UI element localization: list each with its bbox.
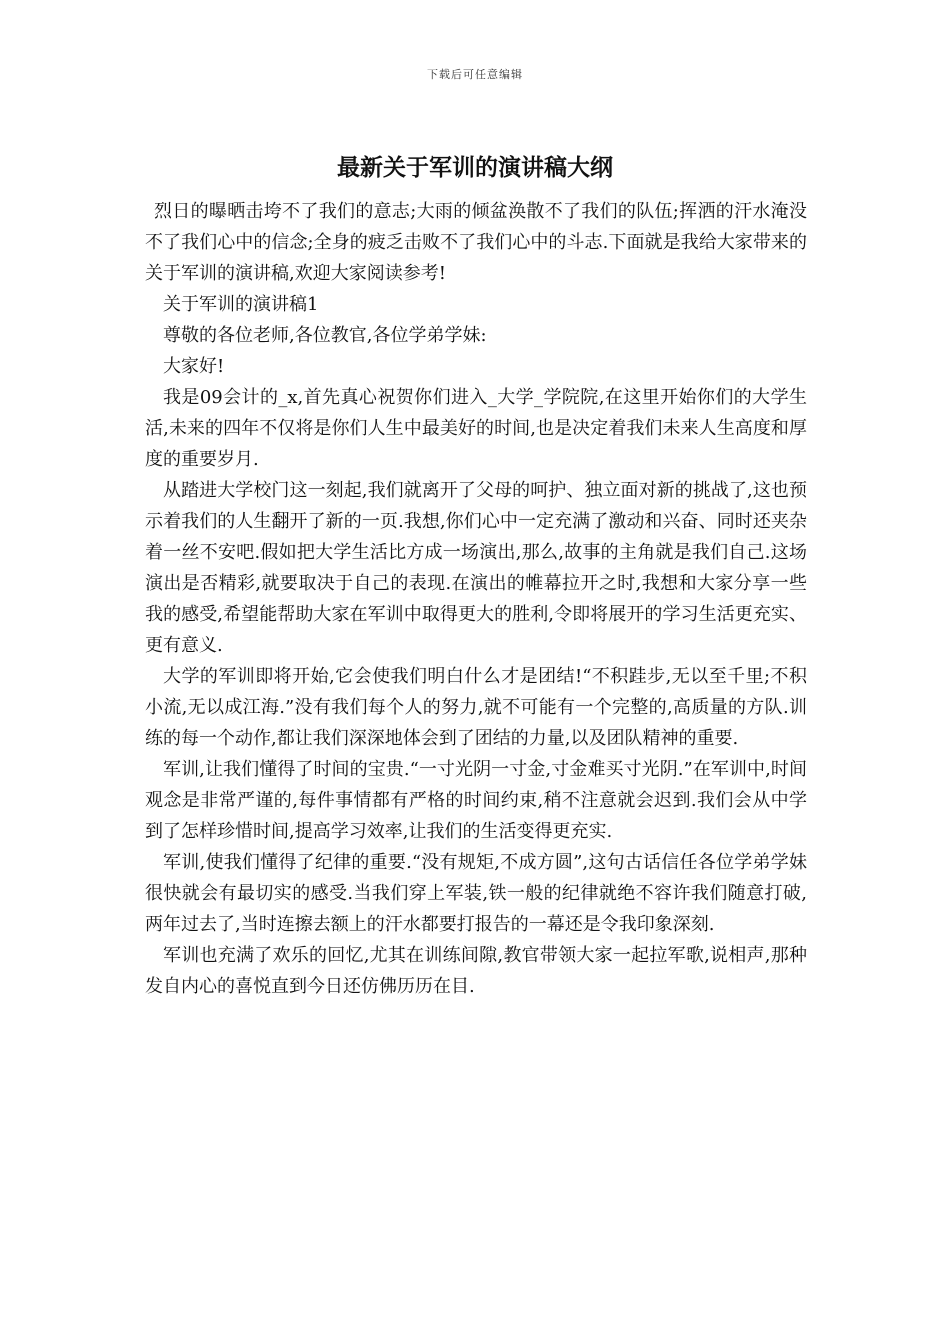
paragraph: 我是09会计的_x,首先真心祝贺你们进入_大学_学院院,在这里开始你们的大学生活,未来的四年不仅将是你们人生中最美好的时间,也是决定着我们未来人生高度和厚度的重要岁月. <box>145 387 807 470</box>
document-title: 最新关于军训的演讲稿大纲 <box>337 154 613 181</box>
paragraph: 大学的军训即将开始,它会使我们明白什么才是团结!“不积跬步,无以至千里;不积小流,无以成江海.”没有我们每个人的努力,就不可能有一个完整的,高质量的方队.训练的每一个动作,都让我们深深地体会到了团结的力量,以及团队精神的重要. <box>145 666 807 749</box>
paragraph: 军训也充满了欢乐的回忆,尤其在训练间隙,教官带领大家一起拉军歌,说相声,那种发自内心的喜悦直到今日还仿佛历历在目. <box>145 945 807 997</box>
header-note: 下载后可任意编辑 <box>427 68 523 81</box>
paragraph: 军训,使我们懂得了纪律的重要.“没有规矩,不成方圆”,这句古话信任各位学弟学妹很快就会有最切实的感受.当我们穿上军装,铁一般的纪律就绝不容许我们随意打破,两年过去了,当时连擦去额上的汗水都要打报告的一幕还是令我印象深刻. <box>145 852 807 935</box>
paragraph: 从踏进大学校门这一刻起,我们就离开了父母的呵护、独立面对新的挑战了,这也预示着我们的人生翻开了新的一页.我想,你们心中一定充满了激动和兴奋、同时还夹杂着一丝不安吧.假如把大学生活比方成一场演出,那么,故事的主角就是我们自己.这场演出是否精彩,就要取决于自己的表现.在演出的帷幕拉开之时,我想和大家分享一些我的感受,希望能帮助大家在军训中取得更大的胜利,令即将展开的学习生活更充实、更有意义. <box>145 480 807 656</box>
paragraph-section-heading: 关于军训的演讲稿1 <box>163 294 319 315</box>
paragraph-greeting: 大家好! <box>163 356 225 377</box>
paragraph-salutation: 尊敬的各位老师,各位教官,各位学弟学妹: <box>163 325 487 346</box>
document-body <box>145 196 807 1002</box>
paragraph: 军训,让我们懂得了时间的宝贵.“一寸光阴一寸金,寸金难买寸光阴.”在军训中,时间观念是非常严谨的,每件事情都有严格的时间约束,稍不注意就会迟到.我们会从中学到了怎样珍惜时间,提高学习效率,让我们的生活变得更充实. <box>145 759 807 842</box>
paragraph-intro: 烈日的曝晒击垮不了我们的意志;大雨的倾盆涣散不了我们的队伍;挥洒的汗水淹没不了我们心中的信念;全身的疲乏击败不了我们心中的斗志.下面就是我给大家带来的关于军训的演讲稿,欢迎大家阅读参考! <box>145 201 807 284</box>
